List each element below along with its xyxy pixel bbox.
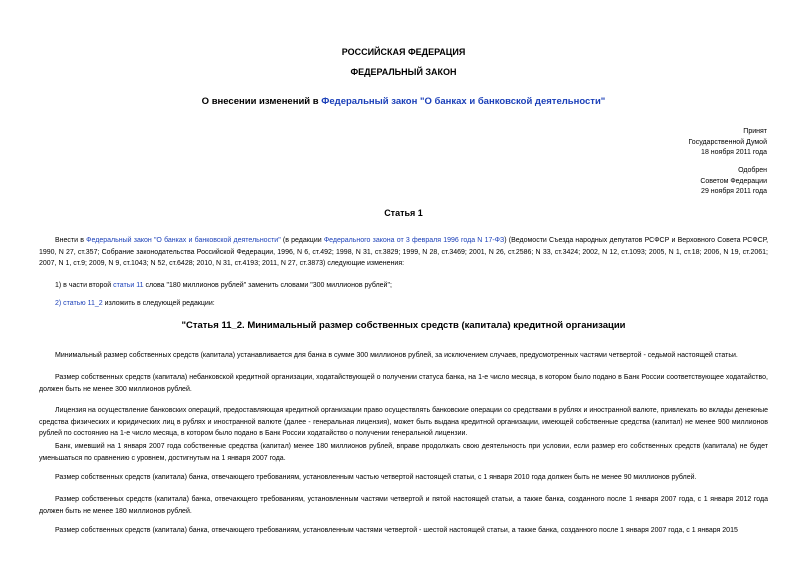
adoption-line: 18 ноября 2011 года bbox=[701, 149, 767, 156]
amendment-item-1 bbox=[39, 280, 768, 292]
adoption-federation-council bbox=[700, 166, 767, 198]
article-paragraph: Размер собственных средств (капитала) банка, отвечающего требованиям, установленным частями четвертой и пятой настоящей статьи, а также банка, созданного после 1 января 2007 года, с 1 января 2012 года должен быть не менее 180 миллионов рублей. bbox=[39, 496, 768, 515]
law-title-link[interactable]: Федеральный закон "О банках и банковской деятельности" bbox=[321, 96, 606, 107]
law-title bbox=[0, 96, 807, 107]
law-title-prefix: О внесении изменений в bbox=[201, 96, 322, 107]
amending-law-link[interactable]: Федерального закона от 3 февраля 1996 года N 17-ФЗ bbox=[323, 237, 505, 244]
text-run: изложить в следующей редакции: bbox=[102, 300, 215, 307]
adoption-line: Принят bbox=[743, 128, 767, 135]
adoption-line: Одобрен bbox=[738, 167, 767, 174]
adoption-line: 29 ноября 2011 года bbox=[701, 188, 767, 195]
text-run: 1) в части второй bbox=[55, 282, 114, 289]
article-paragraph: Размер собственных средств (капитала) банка, отвечающего требованиям, установленным частями четвертой - шестой настоящей статьи, а также банка, созданного после 1 января 2007 года, с 1 января 2015 bbox=[55, 527, 738, 534]
doc-type-heading: ФЕДЕРАЛЬНЫЙ ЗАКОН bbox=[350, 67, 457, 77]
article-paragraph: Банк, имевший на 1 января 2007 года собственные средства (капитал) менее 180 миллионов рублей, вправе продолжать свою деятельность при условии, если размер его собственных средств (капитала) не будет уменьшаться по сравнению с уровнем, достигнутым на 1 января 2007 года. bbox=[39, 443, 768, 462]
article-11-2-heading: "Статья 11_2. Минимальный размер собственных средств (капитала) кредитной организации bbox=[181, 320, 626, 331]
amendment-item-2 bbox=[39, 298, 768, 310]
article-paragraph: Лицензия на осуществление банковских операций, предоставляющая кредитной организации право осуществлять банковские операции со средствами в рублях и иностранной валюте, привлекать во вклады денежные средства физических и юридических лиц в рублях и иностранной валюте (далее - генеральная лицензия), может быть выдана кредитной организации, имеющей собственные средства (капитал) не менее 900 миллионов рублей по состоянию на 1-е число месяца, в котором было подано в Банк России ходатайство о получении генеральной лицензии. bbox=[39, 407, 768, 437]
adoption-state-duma bbox=[688, 127, 767, 159]
article-11-link[interactable]: статьи 11 bbox=[113, 282, 144, 289]
article-11-2-link[interactable]: 2) статью 11_2 bbox=[55, 300, 103, 307]
text-run: (в редакции bbox=[280, 237, 324, 244]
adoption-line: Государственной Думой bbox=[688, 138, 767, 146]
text-run: ) (Ведомости Съезда народных депутатов РСФСР и Верховного Совета РСФСР, 1990, N 27, ст.357; Собрание законодательства Российской Федерации, 1996, N 6, ст.492; 1998, N 31, ст.3829; 1999, N 28, ст.3469; 2001, N 26, ст.2586; N 33, ст.3424; 2002, N 12, ст.1093; 2005, N 1, ст.18; 2006, N 19, ст.2061; 2007, N 1, ст.9; 2009, N 9, ст.1043; N 52, ст.6428; 2010, N 31, ст.4193; 2011, N 27, ст.3873) следующие изменения: bbox=[39, 237, 769, 267]
text-run: Внести в bbox=[55, 237, 87, 244]
text-run: слова "180 миллионов рублей" заменить словами "300 миллионов рублей"; bbox=[143, 282, 392, 289]
law-link[interactable]: Федеральный закон "О банках и банковской деятельности" bbox=[86, 237, 281, 244]
country-heading: РОССИЙСКАЯ ФЕДЕРАЦИЯ bbox=[341, 47, 466, 57]
adoption-line: Советом Федерации bbox=[700, 177, 767, 185]
article-1-paragraph bbox=[39, 235, 768, 270]
article-paragraph: Размер собственных средств (капитала) банка, отвечающего требованиям, установленным частью четвертой настоящей статьи, с 1 января 2010 года должен быть не менее 90 миллионов рублей. bbox=[55, 474, 697, 481]
article-1-heading: Статья 1 bbox=[384, 208, 423, 218]
article-paragraph: Минимальный размер собственных средств (капитала) устанавливается для банка в сумме 300 миллионов рублей, за исключением случаев, предусмотренных частями четвертой - седьмой настоящей статьи. bbox=[55, 352, 738, 359]
article-paragraph: Размер собственных средств (капитала) небанковской кредитной организации, ходатайствующей о получении статуса банка, на 1-е число месяца, в котором было подано в Банк России соответствующее ходатайство, должен быть не менее 300 миллионов рублей. bbox=[39, 374, 768, 393]
